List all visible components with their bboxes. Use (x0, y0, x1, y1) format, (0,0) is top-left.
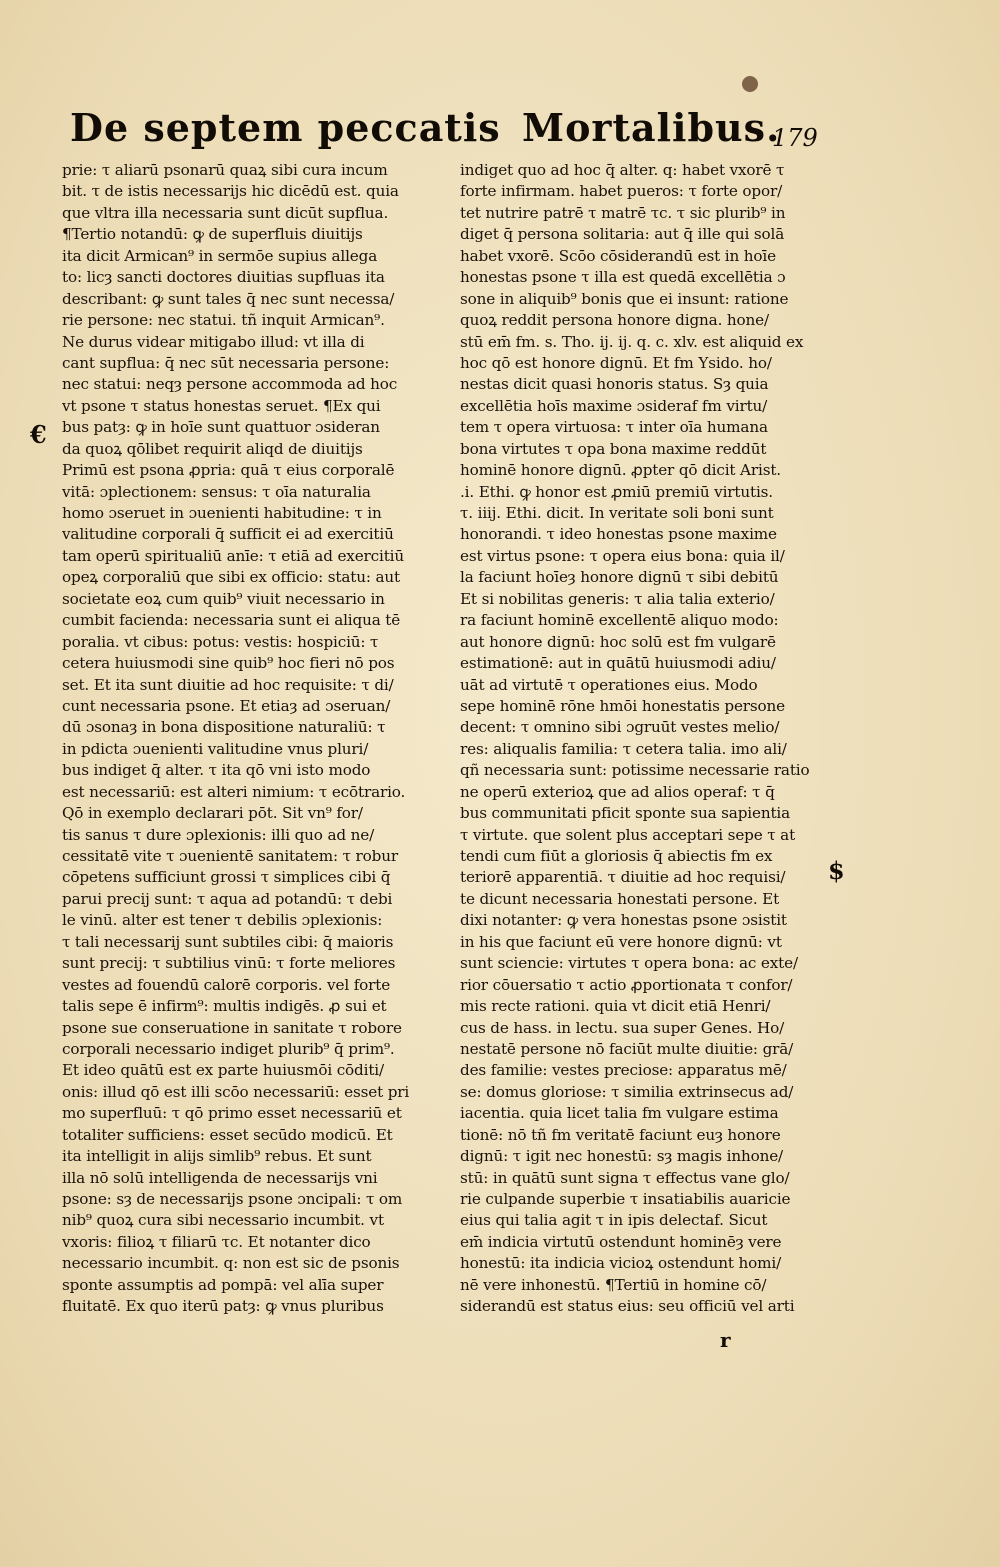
text-line: talis sepe ē infirm⁹: multis indigēs. ꝓ sui et (62, 997, 387, 1016)
text-line: vestes ad fouendū calorē corporis. vel forte (62, 975, 391, 994)
text-line: habet vxorē. Scōo cōsiderandū est in hoīe (460, 246, 776, 265)
text-line: tam operū spiritualiū anīe: τ etiā ad exercitiū (62, 546, 405, 565)
text-line: τ tali necessarij sunt subtiles cibi: q̄ maioris (62, 932, 394, 951)
text-line: parui precij sunt: τ aqua ad potandū: τ debi (62, 889, 393, 908)
text-line: aut honore dignū: hoc solū est fm vulgarē (460, 632, 776, 651)
text-line: stū: in quātū sunt signa τ effectus vane glo/ (460, 1168, 790, 1187)
text-line: des familie: vestes preciose: apparatus mē/ (460, 1061, 787, 1080)
text-line: sponte assumptis ad pompā: vel alīa super (62, 1275, 384, 1294)
text-line: cessitatē vite τ ɔuenientē sanitatem: τ robur (62, 847, 398, 865)
text-line: teriorē apparentiā. τ diuitie ad hoc requisi/ (460, 868, 786, 887)
text-line: sone in aliquib⁹ bonis que ei insunt: ratione (460, 289, 789, 308)
text-line: cunt necessaria psone. Et etiaȝ ad ɔseruan/ (62, 696, 391, 715)
text-line: onis: illud qō est illi scōo necessariū: esset pri (62, 1082, 410, 1101)
marginal-mark-right: $ (828, 856, 845, 885)
text-line: honorandi. τ ideo honestas psone maxime (460, 525, 777, 544)
text-line: decent: τ omnino sibi ɔgruūt vestes melio/ (460, 718, 780, 737)
text-line: .i. Ethi. ꝙ honor est ꝓmiū premiū virtutis. (460, 482, 773, 501)
text-line: forte infirmam. habet pueros: τ forte opor/ (460, 182, 783, 201)
text-line: ¶Tertio notandū: ꝙ de superfluis diuitijs (62, 225, 363, 244)
text-line: Primū est psona ꝓpria: quā τ eius corporalē (62, 461, 395, 480)
text-line: uāt ad virtutē τ operationes eius. Modo (460, 675, 758, 694)
text-line: mis recte rationi. quia vt dicit etiā Henri/ (460, 997, 771, 1016)
text-line: Et si nobilitas generis: τ alia talia exterio/ (460, 589, 775, 608)
text-line: qñ necessaria sunt: potissime necessarie ratio (460, 761, 810, 780)
running-head-right: Mortalibus. (522, 105, 781, 150)
text-line: hominē honore dignū. ꝓpter qō dicit Arist. (460, 461, 781, 480)
text-line: nib⁹ quoꝝ cura sibi necessario incumbit. vt (62, 1211, 384, 1230)
text-line: se: domus gloriose: τ similia extrinsecus ad/ (460, 1082, 794, 1101)
text-line: indiget quo ad hoc q̄ alter. q: habet vxorē τ (460, 161, 785, 179)
text-line: est necessariū: est alteri nimium: τ ecōtrario. (62, 782, 406, 801)
text-line: bona virtutes τ opa bona maxime reddūt (460, 439, 767, 458)
text-line: mo superfluū: τ qō primo esset necessariū et (62, 1104, 402, 1123)
text-line: honestas psone τ illa est quedā excellētia ɔ (460, 268, 786, 287)
text-line: illa nō solū intelligenda de necessarijs vni (62, 1168, 378, 1187)
text-line: sepe hominē rōne hmōi honestatis persone (460, 696, 786, 715)
text-line: bit. τ de istis necessarijs hic dicēdū est. quia (62, 182, 399, 201)
text-line: homo ɔseruet in ɔuenienti habitudine: τ in (62, 504, 382, 522)
text-line: dignū: τ igit nec honestū: sȝ magis inhone/ (460, 1147, 784, 1166)
running-head-left: De septem peccatis (70, 105, 501, 150)
text-line: psone: sȝ de necessarijs psone ɔncipali: τ om (62, 1190, 403, 1208)
text-line: opeꝝ corporaliū que sibi ex officio: statu: aut (62, 568, 400, 587)
text-column-right (460, 160, 822, 1318)
text-line: in pdicta ɔuenienti valitudine vnus pluri/ (62, 739, 369, 758)
text-line: vxoris: filioꝝ τ filiarū τc. Et notanter dico (62, 1232, 371, 1251)
folio-number: 179 (772, 124, 818, 152)
text-line: τ virtute. que solent plus acceptari sepe τ at (460, 825, 796, 844)
text-line: prie: τ aliarū psonarū quaꝝ sibi cura incum (62, 161, 388, 179)
text-line: cumbit facienda: necessaria sunt ei aliqua tē (62, 611, 401, 630)
text-line: rie persone: nec statui. tñ inquit Armican⁹. (62, 311, 385, 330)
text-line: totaliter sufficiens: esset secūdo modicū. Et (62, 1125, 393, 1144)
text-line: vt psone τ status honestas seruet. ¶Ex qui (62, 396, 381, 415)
text-line: nec statui: neqȝ persone accommoda ad hoc (62, 375, 398, 394)
text-line: excellētia hoīs maxime ɔsideraf fm virtu/ (460, 396, 768, 415)
text-line: hoc qō est honore dignū. Et fm Ysido. ho/ (460, 353, 772, 372)
text-line: diget q̄ persona solitaria: aut q̄ ille qui solā (460, 225, 785, 244)
text-line: ne operū exterioꝝ que ad alios operaf: τ q̄ (460, 782, 775, 801)
text-line: tis sanus τ dure ɔplexionis: illi quo ad ne/ (62, 825, 375, 844)
text-line: nē vere inhonestū. ¶Tertiū in homine cō/ (460, 1275, 767, 1294)
text-line: fluitatē. Ex quo iterū patȝ: ꝙ vnus pluribus (62, 1297, 384, 1316)
text-line: bus patȝ: ꝙ in hoīe sunt quattuor ɔsideran (62, 418, 380, 437)
text-line: cetera huiusmodi sine quib⁹ hoc fieri nō pos (62, 654, 395, 673)
text-line: tet nutrire patrē τ matrē τc. τ sic plurib⁹ in (460, 203, 786, 222)
text-line: ita dicit Armican⁹ in sermōe supius allega (62, 246, 378, 265)
text-line: Qō in exemplo declarari pōt. Sit vn⁹ for/ (62, 804, 363, 823)
text-line: cant supflua: q̄ nec sūt necessaria persone: (62, 353, 390, 372)
text-line: honestū: ita indicia vicioꝝ ostendunt homi/ (460, 1254, 782, 1273)
text-line: rior cōuersatio τ actio ꝓportionata τ confor/ (460, 975, 793, 994)
text-line: poralia. vt cibus: potus: vestis: hospiciū: τ (62, 632, 379, 651)
signature-mark: r (720, 1328, 731, 1352)
text-line: corporali necessario indiget plurib⁹ q̄ prim⁹. (62, 1039, 395, 1058)
text-line: le vinū. alter est tener τ debilis ɔplexionis: (62, 911, 383, 930)
text-line: societate eoꝝ cum quib⁹ viuit necessario in (62, 589, 385, 608)
text-line: la faciunt hoīeȝ honore dignū τ sibi debitū (460, 568, 779, 587)
text-line: in his que faciunt eū vere honore dignū: vt (460, 932, 782, 951)
text-line: da quoꝝ qōlibet requirit aliqd de diuitijs (62, 439, 363, 458)
text-column-left (62, 160, 424, 1318)
text-line: sunt sciencie: virtutes τ opera bona: ac exte/ (460, 954, 798, 973)
text-line: tem τ opera virtuosa: τ inter oīa humana (460, 418, 768, 437)
text-line: valitudine corporali q̄ sufficit ei ad exercitiū (62, 525, 394, 544)
text-line: em̄ indicia virtutū ostendunt hominēȝ vere (460, 1232, 782, 1251)
ink-stain (742, 76, 758, 92)
text-line: rie culpande superbie τ insatiabilis auaricie (460, 1190, 791, 1208)
text-line: cus de hass. in lectu. sua super Genes. Ho/ (460, 1018, 785, 1037)
text-line: τ. iiij. Ethi. dicit. In veritate soli boni sunt (460, 504, 774, 522)
text-line: tendi cum fiūt a gloriosis q̄ abiectis fm ex (460, 847, 773, 865)
marginal-mark-left: € (30, 420, 47, 449)
text-line: tionē: nō tñ fm veritatē faciunt euȝ honore (460, 1125, 781, 1144)
text-line: nestas dicit quasi honoris status. Sȝ quia (460, 375, 769, 394)
text-line: dū ɔsonaȝ in bona dispositione naturaliū: τ (62, 718, 386, 737)
text-line: ra faciunt hominē excellentē aliquo modo: (460, 611, 779, 630)
text-line: vitā: ɔplectionem: sensus: τ oīa naturalia (62, 482, 371, 501)
text-line: iacentia. quia licet talia fm vulgare estima (460, 1104, 779, 1123)
text-line: set. Et ita sunt diuitie ad hoc requisite: τ di/ (62, 675, 394, 694)
text-line: nestatē persone nō faciūt multe diuitie: grā/ (460, 1039, 794, 1058)
text-line: Ne durus videar mitigabo illud: vt illa di (62, 332, 365, 351)
text-line: siderandū est status eius: seu officiū vel arti (460, 1297, 795, 1316)
text-line: bus communitati pficit sponte sua sapientia (460, 804, 791, 823)
text-line: estimationē: aut in quātū huiusmodi adiu/ (460, 654, 776, 673)
text-line: sunt precij: τ subtilius vinū: τ forte meliores (62, 954, 396, 973)
text-line: cōpetens sufficiunt grossi τ simplices cibi q̄ (62, 868, 391, 887)
text-line: stū em̄ fm. s. Tho. ij. ij. q. c. xlv. est aliquid ex (460, 332, 804, 351)
text-line: bus indiget q̄ alter. τ ita qō vni isto modo (62, 761, 371, 780)
text-line: to: licȝ sancti doctores diuitias supfluas ita (62, 268, 385, 287)
text-line: quoꝝ reddit persona honore digna. hone/ (460, 311, 769, 330)
text-line: psone sue conseruatione in sanitate τ robore (62, 1018, 402, 1037)
text-line: ita intelligit in alijs simlib⁹ rebus. Et sunt (62, 1147, 372, 1166)
text-line: Et ideo quātū est ex parte huiusmōi cōditi/ (62, 1061, 384, 1080)
text-line: res: aliqualis familia: τ cetera talia. imo ali/ (460, 739, 787, 758)
text-line: est virtus psone: τ opera eius bona: quia il/ (460, 546, 785, 565)
text-line: describant: ꝙ sunt tales q̄ nec sunt necessa/ (62, 289, 395, 308)
text-line: que vltra illa necessaria sunt dicūt supflua. (62, 203, 389, 222)
text-line: dixi notanter: ꝙ vera honestas psone ɔsistit (460, 911, 787, 930)
text-line: necessario incumbit. q: non est sic de psonis (62, 1254, 400, 1273)
text-line: eius qui talia agit τ in ipis delectaf. Sicut (460, 1211, 768, 1230)
text-line: te dicunt necessaria honestati persone. Et (460, 889, 780, 908)
